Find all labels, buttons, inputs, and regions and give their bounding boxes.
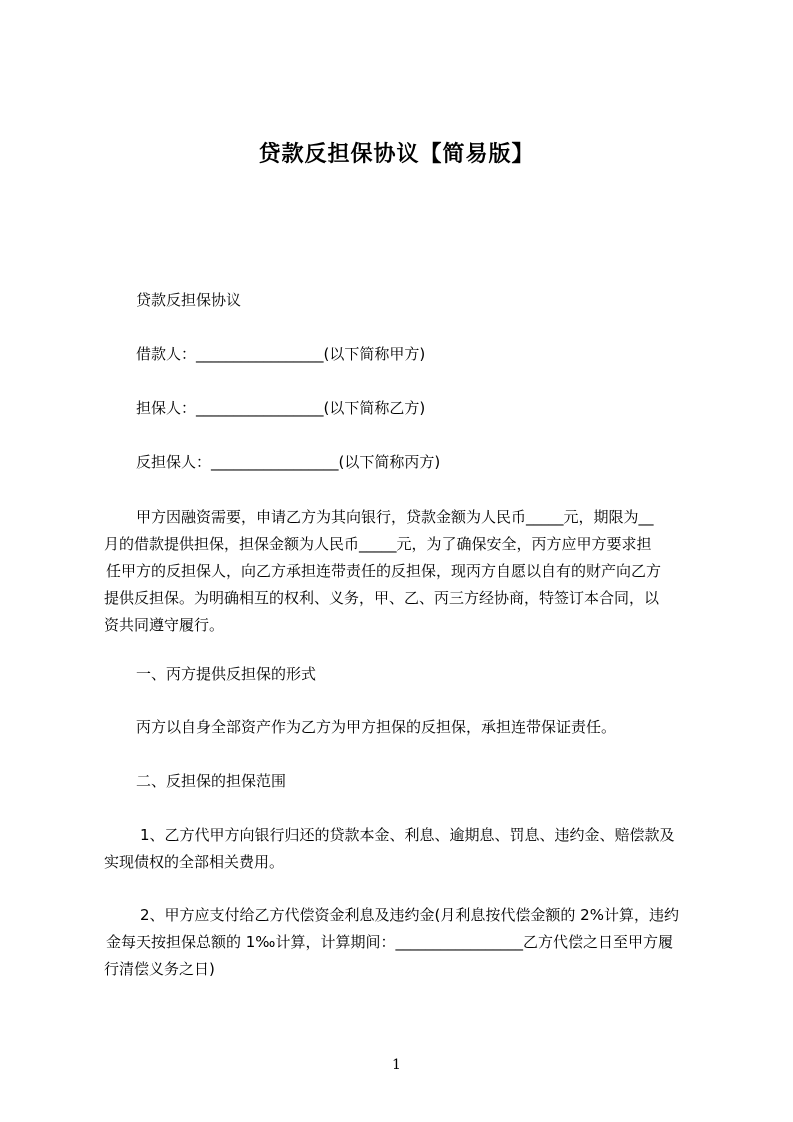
intro-line: 资共同遵守履行。 bbox=[104, 616, 225, 634]
guarantor-line: 担保人：_________________(以下简称乙方) bbox=[136, 399, 426, 417]
intro-paragraph bbox=[104, 504, 708, 639]
item-2-line: 金每天按担保总额的 1‰计算，计算期间：_________________乙方代偿之日至甲方履 bbox=[106, 933, 673, 951]
intro-line: 提供反担保。为明确相互的权利、义务，甲、乙、丙三方经协商，特签订本合同，以 bbox=[104, 589, 660, 607]
section-1-heading: 一、丙方提供反担保的形式 bbox=[136, 665, 317, 683]
item-2-paragraph bbox=[104, 902, 708, 983]
item-1-line: 实现债权的全部相关费用。 bbox=[104, 853, 285, 871]
item-2-line: 行清偿义务之日) bbox=[104, 960, 215, 978]
borrower-line: 借款人：_________________(以下简称甲方) bbox=[136, 345, 426, 363]
document-subtitle: 贷款反担保协议 bbox=[136, 291, 242, 309]
page-number: 1 bbox=[392, 1057, 401, 1073]
item-1-paragraph bbox=[104, 822, 708, 876]
section-1-body: 丙方以自身全部资产作为乙方为甲方担保的反担保，承担连带保证责任。 bbox=[136, 718, 617, 736]
intro-line: 月的借款提供担保，担保金额为人民币_____元，为了确保安全，丙方应甲方要求担 bbox=[104, 535, 652, 553]
item-2-line: 2、甲方应支付给乙方代偿资金利息及违约金(月利息按代偿金额的 2%计算，违约 bbox=[140, 906, 679, 924]
section-2-heading: 二、反担保的担保范围 bbox=[136, 772, 287, 790]
item-1-line: 1、乙方代甲方向银行归还的贷款本金、利息、逾期息、罚息、违约金、赔偿款及 bbox=[140, 826, 675, 844]
intro-line: 甲方因融资需要，申请乙方为其向银行，贷款金额为人民币_____元，期限为__ bbox=[136, 508, 654, 526]
intro-line: 任甲方的反担保人，向乙方承担连带责任的反担保，现丙方自愿以自有的财产向乙方 bbox=[106, 562, 662, 580]
document-title: 贷款反担保协议【简易版】 bbox=[258, 142, 535, 167]
counter-guarantor-line: 反担保人：_________________(以下简称丙方) bbox=[136, 453, 441, 471]
